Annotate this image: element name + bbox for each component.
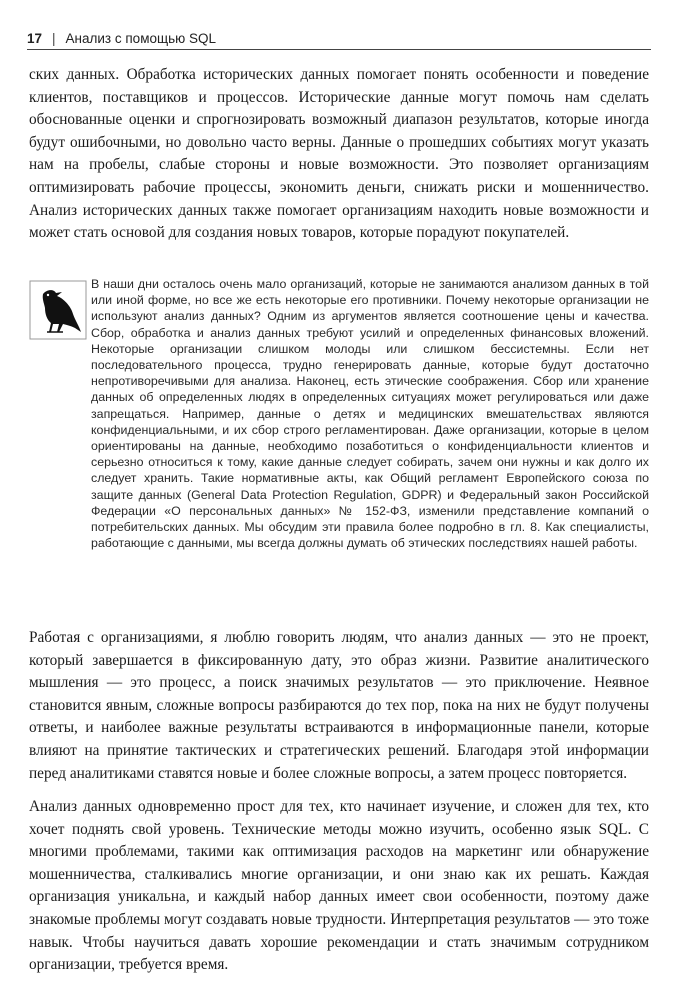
body-paragraph-2: Работая с организациями, я люблю говорить людям, что анализ данных — это не проект, который завершается в фиксированную дату, это образ жизни. Развитие аналитического мышления — это процесс, а поиск значимых результатов — это приключение. Неявное становится явным, сложные вопросы разбираются до тех пор, пока на них не будут получены ответы, и наиболее важные результаты встраиваются в информационные панели, которые влияют на принятие тактических и стратегических решений. Благодаря этой информации перед аналитиками ставятся новые и более сложные вопросы, а затем процесс повторяется. [29,629,649,782]
body-paragraph-3: Анализ данных одновременно прост для тех, кто начинает изучение, и сложен для тех, кто хочет поднять свой уровень. Технические методы можно изучить, особенно язык SQL. С многими проблемами, такими как оптимизация расходов на маркетинг или обнаружение мошенничества, сталкивались многие организации, и они знаю как их решать. Каждая организация уникальна, и каждый набор данных имеет свои особенности, поэтому даже знакомые проблемы могут создавать новые трудности. Интерпретация результатов — это тоже навык. Чтобы научиться давать хорошие рекомендации и стать значимым сотрудником организации, требуется время. [29,798,649,974]
body-paragraph-1: ских данных. Обработка исторических данных помогает понять особенности и поведение клиентов, поставщиков и процессов. Исторические данные могут помочь нам сделать обоснованные оценки и спрогнозировать возможный диапазон результатов, которые иногда будут ошибочными, но довольно часто верны. Данные о прошедших событиях могут указать нам на пробелы, слабые стороны и новые возможности. Это позволяет организациям оптимизировать рабочие процессы, экономить деньги, снижать риски и мошенничество. Анализ исторических данных также помогает организациям находить новые возможности и может стать основой для создания новых товаров, которые порадуют покупателей. [29,66,649,242]
chapter-title: Анализ с помощью SQL [65,30,217,46]
note-text: В наши дни осталось очень мало организаций, которые не занимаются анализом данных в той или иной форме, но все же есть некоторые его противники. Почему некоторые организации не используют анализ данных? Одним из аргументов является соотношение цены и качества. Сбор, обработка и анализ данных требуют усилий и определенных финансовых вложений. Некоторые организации слишком молоды или слишком бессистемны. Если нет последовательного процесса, трудно генерировать данные, которые будут достаточно непротиворечивыми для анализа. Наконец, есть этические соображения. Сбор или хранение данных об определенных людях в определенных ситуациях может регулироваться или даже запрещаться. Например, данные о детях и медицинских вмешательствах являются конфиденциальными, и их сбор строго регламентирован. Даже организации, которые в целом ориентированы на данные, необходимо позаботиться о конфиденциальности клиентов и серьезно относиться к тому, какие данные следует собирать, зачем они нужны и как долго их следует хранить. Такие нормативные акты, как Общий регламент Европейского союза по защите данных (General Data Protection Regulation, GDPR) и Федеральный закон Российской Федерации «О персональных данных» № 152-ФЗ, изменили представление компаний о потребительских данных. Мы обсудим эти правила более подробно в гл. 8. Как специалисты, работающие с данными, мы всегда должны думать об этических последствиях нашей работы. [91,277,649,551]
running-header [27,27,651,50]
header-separator: | [52,30,56,46]
page-number: 17 [27,30,43,46]
note-box [29,276,649,596]
crow-icon [29,280,87,340]
